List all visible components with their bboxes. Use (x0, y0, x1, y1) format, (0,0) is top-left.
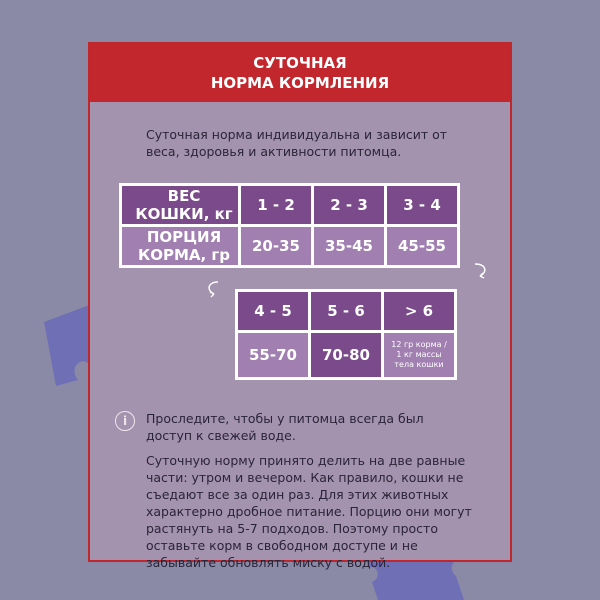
intro-text: Суточная норма индивидуальна и зависит от веса, здоровья и активности питомца. (146, 127, 448, 159)
portion-cell: 20-35 (241, 227, 311, 265)
water-tip: Проследите, чтобы у питомца всегда был доступ к свежей воде. (146, 411, 424, 443)
weight-cell: 3 - 4 (387, 186, 457, 224)
weight-cell: 1 - 2 (241, 186, 311, 224)
portion-cell: 70-80 (311, 333, 381, 377)
curved-arrow-icon (472, 262, 490, 280)
row-label-weight: ВЕС КОШКИ, кг (122, 186, 238, 224)
curved-arrow-icon (204, 280, 222, 298)
info-icon: i (115, 411, 135, 431)
feeding-table-2 (235, 289, 457, 380)
feeding-norm-card (88, 42, 512, 570)
feeding-table-1 (119, 183, 460, 268)
portion-cell: 35-45 (314, 227, 384, 265)
portion-cell: 45-55 (387, 227, 457, 265)
row-label-portion: ПОРЦИЯ КОРМА, гр (122, 227, 238, 265)
weight-cell: 5 - 6 (311, 292, 381, 330)
weight-cell: 2 - 3 (314, 186, 384, 224)
body-text: Суточную норму принято делить на две равные части: утром и вечером. Как правило, кошки не съедают все за один раз. Для этих животных характерно дробное питание. Порцию они могут растянуть на 5-7 подходов. Поэтому просто оставьте корм в свободном доступе и не забывайте обновлять миску с водой. (146, 453, 472, 570)
portion-note-cell: 12 гр корма / 1 кг массы тела кошки (384, 333, 454, 377)
portion-cell: 55-70 (238, 333, 308, 377)
weight-cell: 4 - 5 (238, 292, 308, 330)
card-header (90, 44, 510, 102)
weight-cell: > 6 (384, 292, 454, 330)
title-line-2: НОРМА КОРМЛЕНИЯ (210, 74, 390, 92)
title-line-1: СУТОЧНАЯ (253, 54, 347, 72)
